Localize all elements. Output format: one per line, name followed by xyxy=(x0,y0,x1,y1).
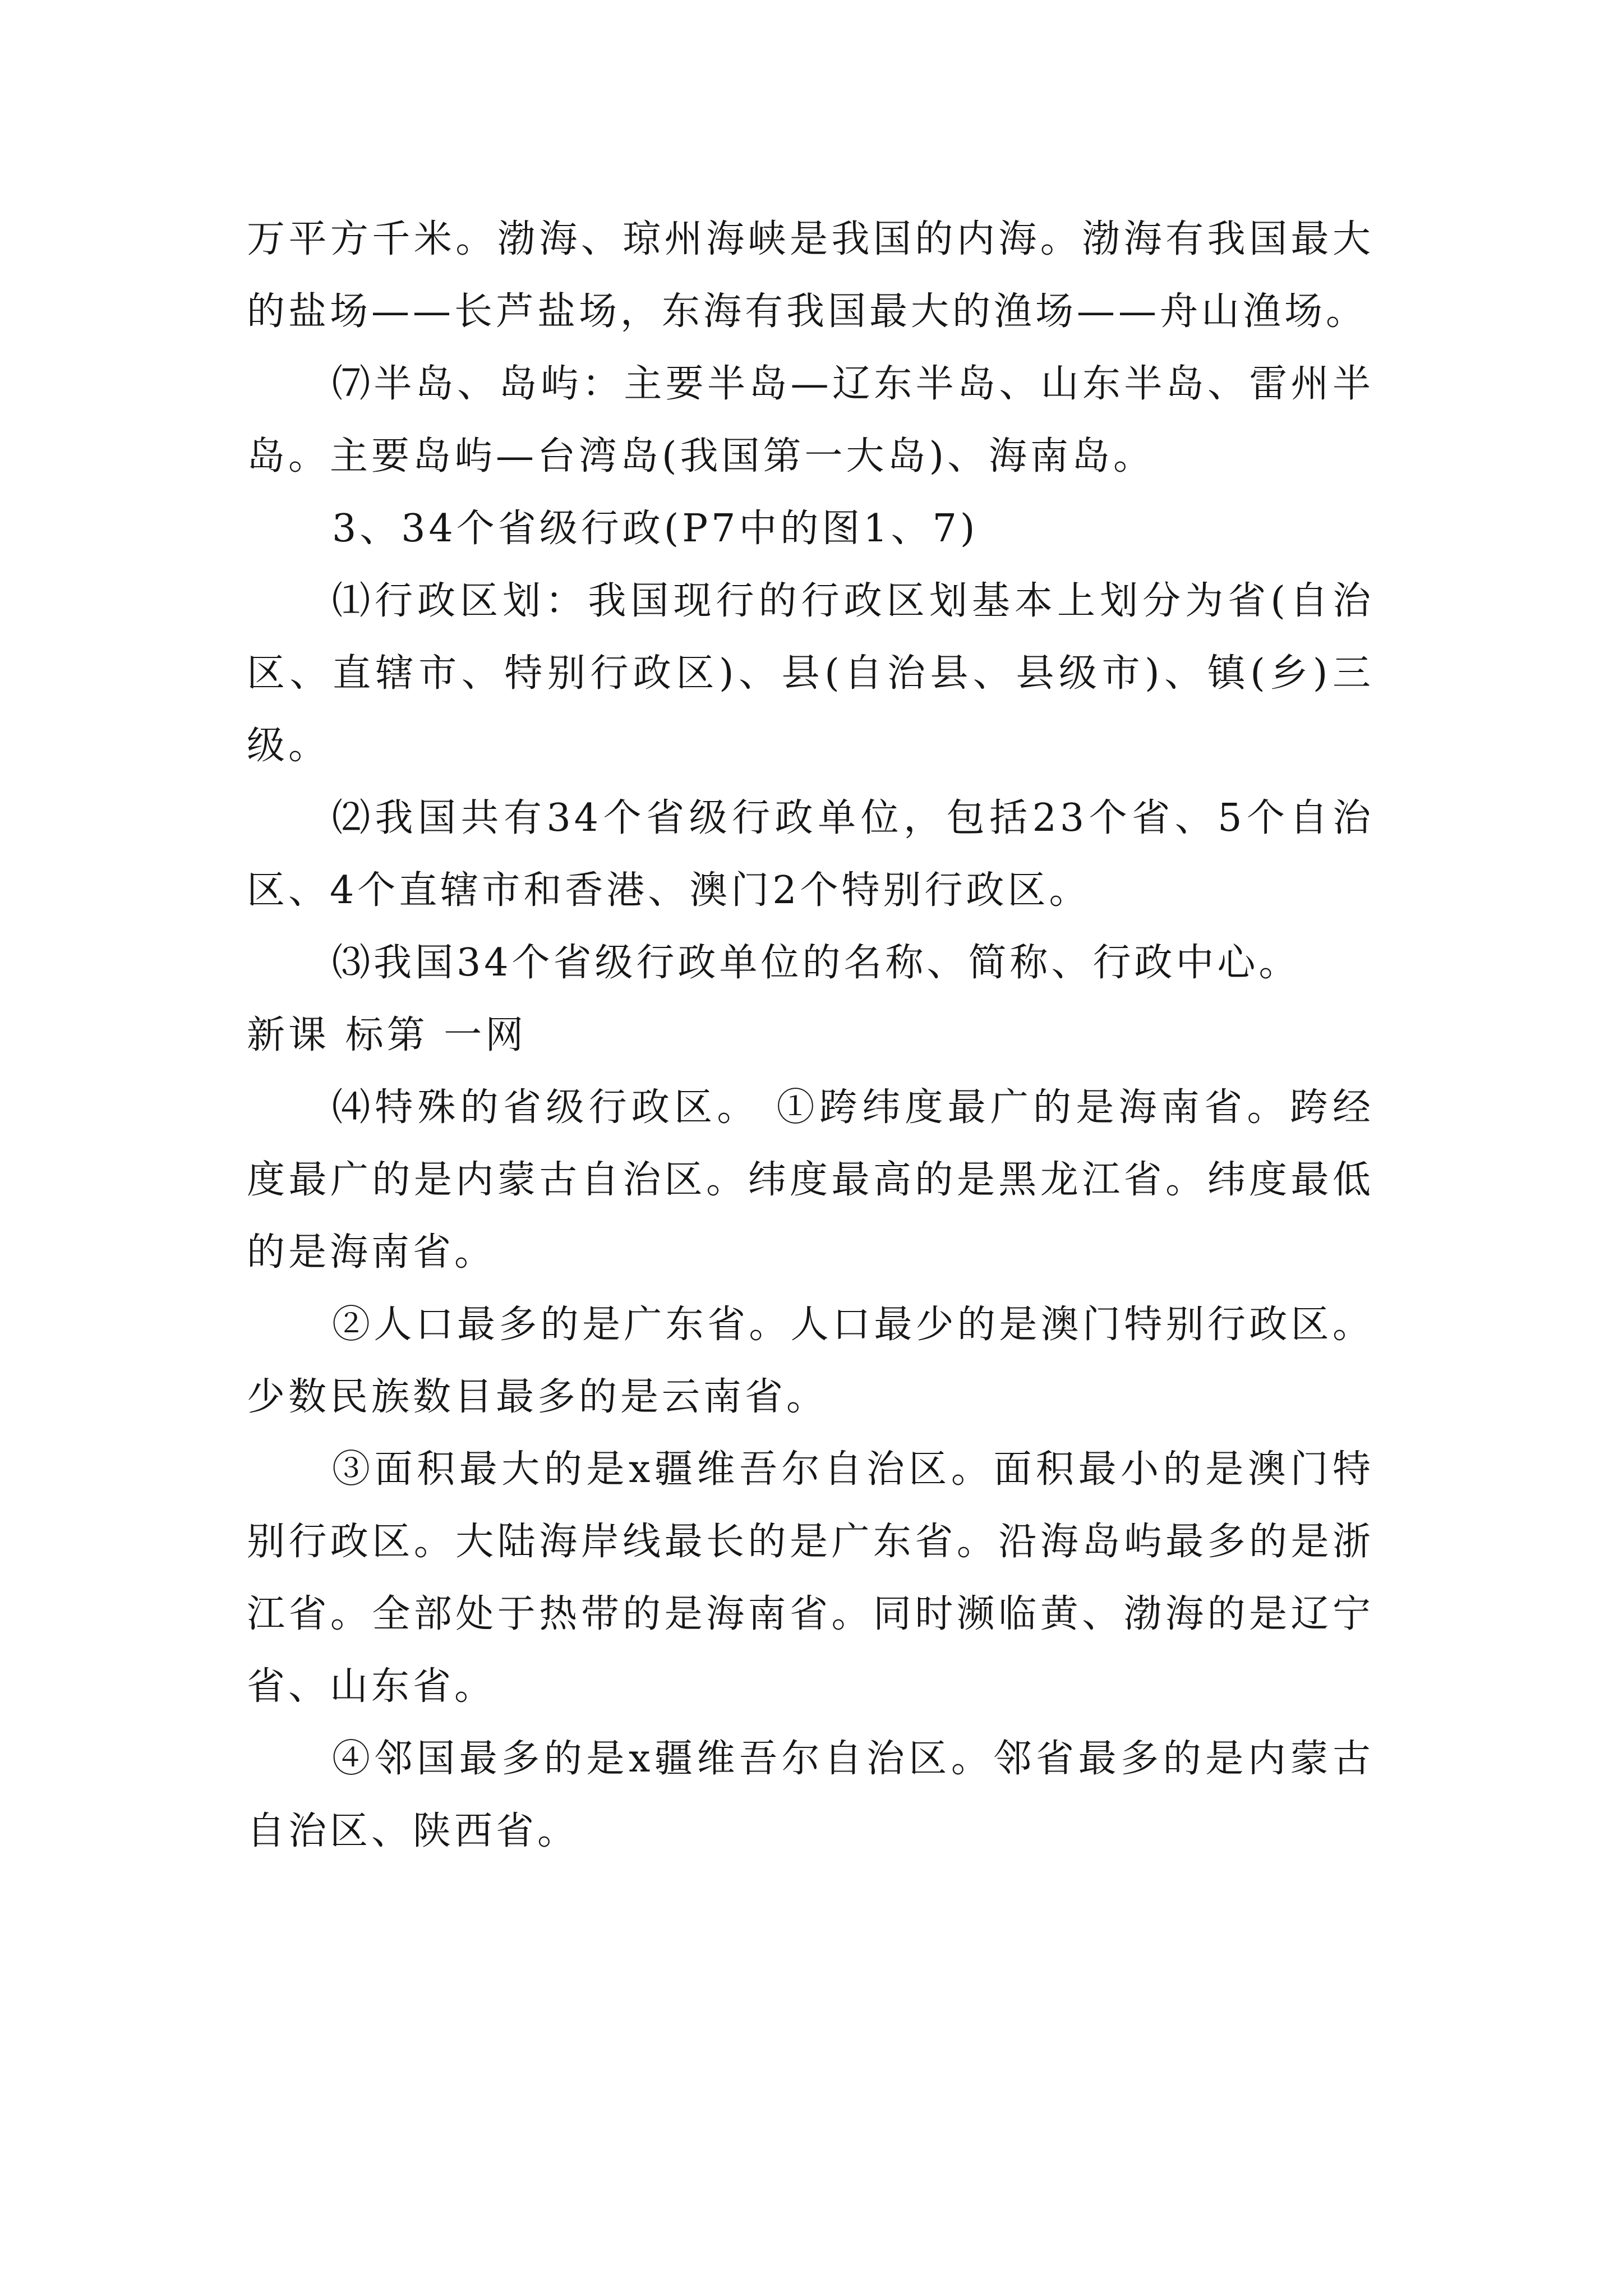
paragraph-neighbors: ④邻国最多的是x疆维吾尔自治区。邻省最多的是内蒙古自治区、陕西省。 xyxy=(247,1737,1374,1853)
paragraph-province-names: ⑶我国34个省级行政单位的名称、简称、行政中心。 xyxy=(332,941,1301,985)
paragraph-ocean-area: 万平方千米。渤海、琼州海峡是我国的内海。渤海有我国最大的盐场——长芦盐场，东海有我国最大的渔场——舟山渔场。 xyxy=(247,217,1374,334)
paragraph-special-provinces: ⑷特殊的省级行政区。 ①跨纬度最广的是海南省。跨经度最广的是内蒙古自治区。纬度最高的是黑龙江省。纬度最低的是海南省。 xyxy=(247,1085,1374,1274)
paragraph-peninsulas-islands: ⑺半岛、岛屿：主要半岛—辽东半岛、山东半岛、雷州半岛。主要岛屿—台湾岛(我国第一大岛)、海南岛。 xyxy=(247,362,1374,478)
paragraph-province-count: ⑵我国共有34个省级行政单位，包括23个省、5个自治区、4个直辖市和香港、澳门2个特别行政区。 xyxy=(247,796,1374,913)
section-heading-provinces: 3、34个省级行政(P7中的图1、7) xyxy=(332,507,979,551)
watermark-text: 新课 标第 一网 xyxy=(247,1013,527,1057)
paragraph-area-coastline: ③面积最大的是x疆维吾尔自治区。面积最小的是澳门特别行政区。大陆海岸线最长的是广东省。沿海岛屿最多的是浙江省。全部处于热带的是海南省。同时濒临黄、渤海的是辽宁省、山东省。 xyxy=(247,1447,1374,1709)
paragraph-population: ②人口最多的是广东省。人口最少的是澳门特别行政区。少数民族数目最多的是云南省。 xyxy=(247,1303,1374,1419)
paragraph-administrative-divisions: ⑴行政区划：我国现行的行政区划基本上划分为省(自治区、直辖市、特别行政区)、县(自治县、县级市)、镇(乡)三级。 xyxy=(247,579,1374,768)
document-body xyxy=(247,203,1374,1867)
